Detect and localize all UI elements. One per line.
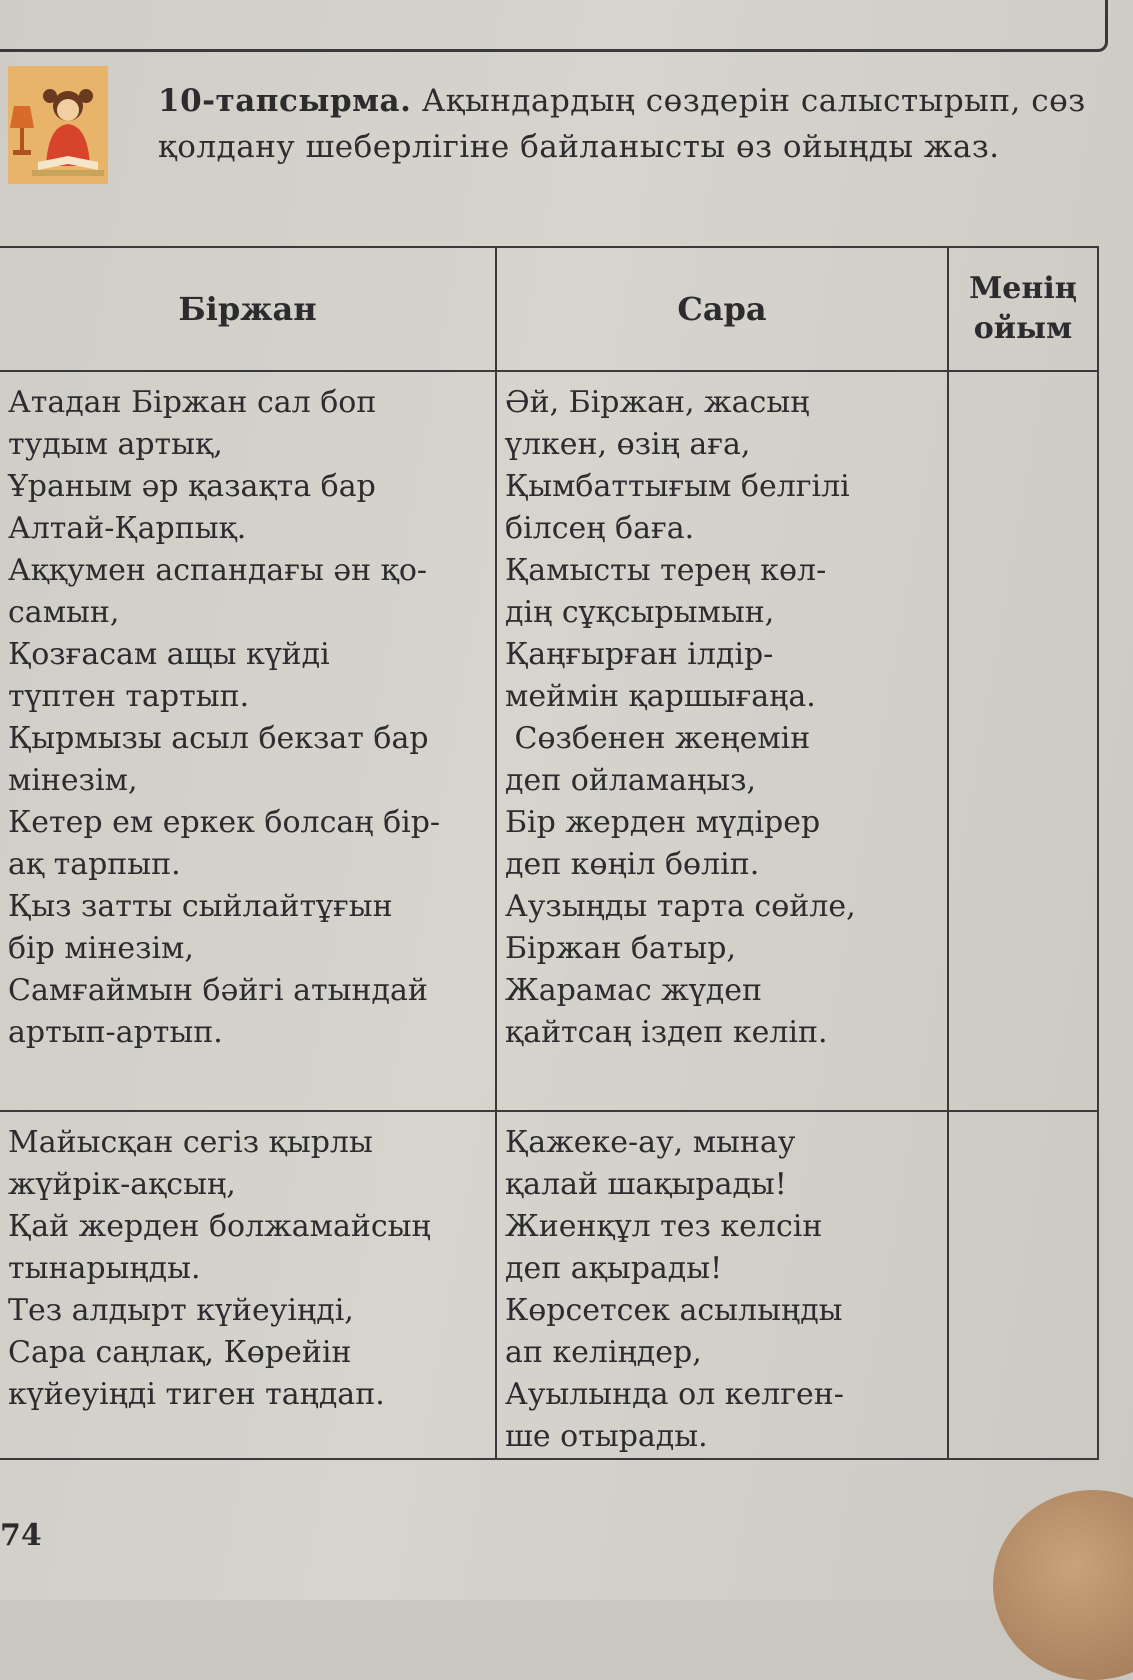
verse-line: Қай жерден болжамайсың (8, 1209, 431, 1244)
verse-line: меймін қаршығаңа. (505, 679, 816, 714)
verse-line: Әй, Біржан, жасың (505, 385, 810, 420)
verse-line: үлкен, өзің аға, (505, 427, 751, 462)
sara-verse-2 (496, 1111, 948, 1459)
verse-line: Ұраным әр қазақта бар (8, 469, 376, 504)
birzhan-verse-2 (0, 1111, 496, 1459)
verse-line: ап келіңдер, (505, 1335, 702, 1370)
verse-line: самын, (8, 595, 120, 630)
verse-line: Алтай-Қарпық. (8, 511, 247, 546)
poem-comparison-table (0, 246, 1099, 1460)
header-my-opinion: Менің ойым (948, 247, 1098, 371)
header-birzhan: Біржан (0, 247, 496, 371)
verse-line: бір мінезім, (8, 931, 194, 966)
student-reading-icon (8, 66, 108, 184)
verse-line: ше отырады. (505, 1419, 708, 1454)
verse-line: Майысқан сегіз қырлы (8, 1125, 373, 1160)
verse-line: Қозғасам ащы күйді (8, 637, 330, 672)
verse-line: Қымбаттығым белгілі (505, 469, 850, 504)
table-row (0, 371, 1098, 1111)
verse-line: Аузыңды тарта сөйле, (505, 889, 856, 924)
sara-verse-1 (496, 371, 948, 1111)
table-header-row (0, 247, 1098, 371)
page-number: 74 (0, 1518, 42, 1553)
table-row (0, 1111, 1098, 1459)
verse-line: деп көңіл бөліп. (505, 847, 760, 882)
verse-line: Сөзбенен жеңемін (505, 721, 811, 756)
verse-line: тынарыңды. (8, 1251, 201, 1286)
my-opinion-cell-1[interactable] (948, 371, 1098, 1111)
verse-line: Тез алдырт күйеуіңді, (8, 1293, 354, 1328)
task-number: 10-тапсырма. (158, 83, 412, 119)
verse-line: Кетер ем еркек болсаң бір- (8, 805, 441, 840)
task-instruction (158, 78, 1118, 170)
finger-in-frame (993, 1490, 1133, 1680)
verse-line: Атадан Біржан сал боп (8, 385, 377, 420)
verse-line: Жарамас жүдеп (505, 973, 763, 1008)
verse-line: күйеуіңді тиген таңдап. (8, 1377, 385, 1412)
verse-line: Қаңғырған ілдір- (505, 637, 774, 672)
verse-line: Қыз затты сыйлайтұғын (8, 889, 393, 924)
previous-task-box (0, 0, 1108, 52)
verse-line: Сара саңлақ, Көрейін (8, 1335, 352, 1370)
task-text: Ақындардың сөздерін салыстырып, сөз қолдану шеберлігіне байланысты өз ойыңды жаз. (158, 83, 1086, 165)
verse-line: Көрсетсек асылыңды (505, 1293, 843, 1328)
header-sara: Сара (496, 247, 948, 371)
verse-line: дің сұқсырымын, (505, 595, 775, 630)
verse-line: Қажеке-ау, мынау (505, 1125, 796, 1160)
verse-line: жүйрік-ақсың, (8, 1167, 236, 1202)
verse-line: артып-артып. (8, 1015, 223, 1050)
my-opinion-cell-2[interactable] (948, 1111, 1098, 1459)
verse-line: қалай шақырады! (505, 1167, 787, 1202)
verse-line: қайтсаң іздеп келіп. (505, 1015, 828, 1050)
verse-line: Біржан батыр, (505, 931, 737, 966)
verse-line: Бір жерден мүдірер (505, 805, 821, 840)
verse-line: Жиенқұл тез келсін (505, 1209, 823, 1244)
verse-line: Самғаймын бәйгі атындай (8, 973, 428, 1008)
verse-line: Ауылында ол келген- (505, 1377, 844, 1412)
verse-line: түптен тартып. (8, 679, 250, 714)
verse-line: білсең баға. (505, 511, 695, 546)
verse-line: мінезім, (8, 763, 138, 798)
verse-line: Қамысты терең көл- (505, 553, 827, 588)
verse-line: тудым артық, (8, 427, 223, 462)
verse-line: ақ тарпып. (8, 847, 181, 882)
verse-line: деп ақырады! (505, 1251, 723, 1286)
birzhan-verse-1 (0, 371, 496, 1111)
verse-line: Аққумен аспандағы ән қо- (8, 553, 428, 588)
verse-line: деп ойламаңыз, (505, 763, 756, 798)
verse-line: Қырмызы асыл бекзат бар (8, 721, 429, 756)
